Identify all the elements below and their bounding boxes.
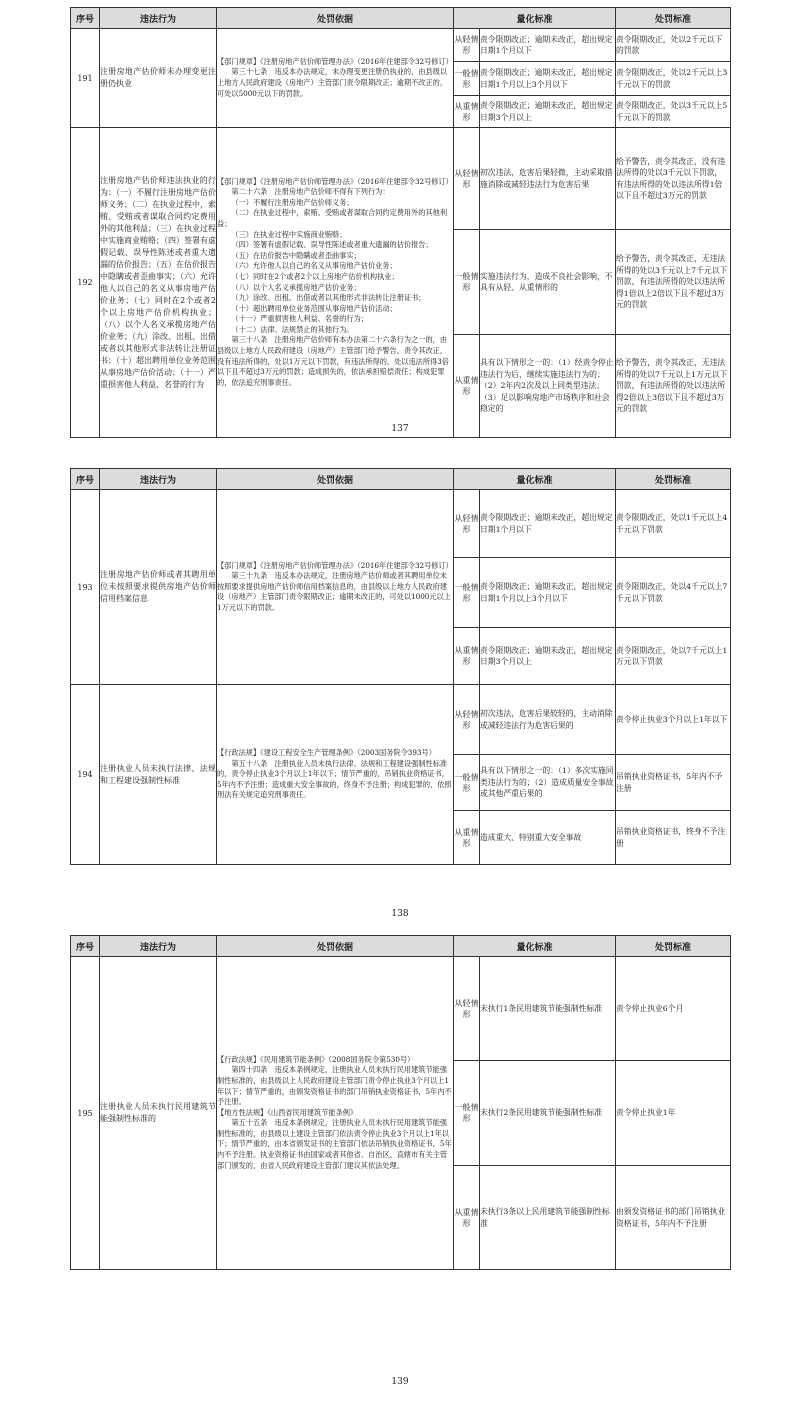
header-quant: 量化标准 <box>454 8 616 29</box>
table-row <box>71 128 731 230</box>
header-penalty: 处罚标准 <box>616 936 731 957</box>
level-label: 一般情形 <box>454 1061 480 1166</box>
level-label: 一般情形 <box>454 230 480 335</box>
penalty-basis <box>217 128 454 438</box>
penalty-standard: 给予警告，责令其改正，无违法所得的处以7千元以上1万元以下罚款，有违法所得的处以违法所得2倍以上3倍以下且不超过3万元的罚款 <box>616 335 731 438</box>
penalty-table <box>70 468 731 865</box>
header-no: 序号 <box>71 469 100 490</box>
penalty-table <box>70 935 731 1270</box>
level-label: 一般情形 <box>454 558 480 628</box>
violation-text: 注册房地产估价师或者其聘用单位未按照要求提供房地产估价师信用档案信息 <box>100 490 217 685</box>
header-penalty: 处罚标准 <box>616 469 731 490</box>
basis-para: 【行政法规】《建设工程安全生产管理条例》（2003国务院令393号） <box>217 748 436 758</box>
header-basis: 处罚依据 <box>217 936 454 957</box>
level-label: 从轻情形 <box>454 685 480 755</box>
header-quant: 量化标准 <box>454 469 616 490</box>
basis-para: （八）以个人名义承揽房地产估价业务； <box>231 282 361 292</box>
table-row <box>71 685 731 755</box>
table-header-row <box>71 936 731 957</box>
quant-standard: 责令限期改正；逾期未改正，超出规定日期1个月以上3个月以下 <box>480 62 616 96</box>
basis-para: 【地方性法规】《山西省民用建筑节能条例》 <box>217 1107 358 1117</box>
penalty-standard: 吊销执业资格证书，5年内不予注册 <box>616 755 731 811</box>
penalty-basis <box>217 685 454 865</box>
penalty-standard: 吊销执业资格证书，终身不予注册 <box>616 811 731 865</box>
violation-text: 注册执业人员未执行民用建筑节能强制性标准的 <box>100 957 217 1270</box>
penalty-standard: 责令停止执业6个月 <box>616 957 731 1061</box>
table-row <box>71 29 731 62</box>
penalty-standard: 由颁发资格证书的部门吊销执业资格证书，5年内不予注册 <box>616 1166 731 1270</box>
basis-para: （一）不履行注册房地产估价师义务； <box>231 197 354 207</box>
basis-para: 第三十八条 注册房地产估价师有本办法第二十六条行为之一的，由县级以上地方人民政府建设（房地产）主管部门给予警告，责令其改正，没有违法所得的，处以1万元以下罚款，有违法所得的，处以违法所得3倍以下且不超过3万元的罚款；造成损失的，依法承担赔偿责任；构成犯罪的，依法追究刑事责任。 <box>217 335 449 387</box>
header-act: 违法行为 <box>100 936 217 957</box>
header-no: 序号 <box>71 936 100 957</box>
table-header-row <box>71 469 731 490</box>
basis-para: （十二）法律、法规禁止的其他行为。 <box>231 324 354 334</box>
level-label: 一般情形 <box>454 62 480 96</box>
level-label: 从轻情形 <box>454 29 480 62</box>
quant-standard: 未执行3条以上民用建筑节能强制性标准 <box>480 1166 616 1270</box>
basis-para: 第四十四条 违反本条例规定，注册执业人员未执行民用建筑节能强制性标准的，由县级以上人民政府建设主管部门责令停止执业3个月以上1年以下；情节严重的，由颁发资格证书的部门吊销执业资格证书，5年内不予注册。 <box>217 1065 452 1107</box>
level-label: 一般情形 <box>454 755 480 811</box>
basis-para: 第三十九条 违反本办法规定，注册房地产估价师或者其聘用单位未按照要求提供房地产估价师信用档案信息的，由县级以上地方人民政府建设（房地产）主管部门责令限期改正；逾期未改正的，可处以1000元以上1万元以下的罚款。 <box>217 571 451 612</box>
table-header-row <box>71 8 731 29</box>
page-number: 138 <box>391 909 409 919</box>
basis-para: （四）签署有虚假记载、误导性陈述或者重大遗漏的估价报告； <box>231 240 433 250</box>
level-label: 从重情形 <box>454 811 480 865</box>
basis-para: （二）在执业过程中，索贿、受贿或者谋取合同约定费用外的其他利益； <box>217 208 448 228</box>
level-label: 从轻情形 <box>454 128 480 230</box>
level-label: 从重情形 <box>454 335 480 438</box>
basis-para: 第五十五条 违反本条例规定，注册执业人员未执行民用建筑节能强制性标准的，由县级以上建设主管部门依法责令停止执业3个月以上1年以下；情节严重的，由本省颁发证书的主管部门依法吊销执业资格证书，5年内不予注册。执业资格证书由国家或者其他省、自治区、直辖市有关主管部门颁发的，由省人民政府建设主管部门建议其依法处理。 <box>217 1118 452 1170</box>
penalty-standard: 给予警告，责令其改正，无违法所得的处以3千元以上7千元以下罚款，有违法所得的处以违法所得1倍以上2倍以下且不超过3万元的罚款 <box>616 230 731 335</box>
level-label: 从重情形 <box>454 1166 480 1270</box>
violation-text: 注册执业人员未执行法律、法规和工程建设强制性标准 <box>100 685 217 865</box>
entry-number: 195 <box>71 957 100 1270</box>
quant-standard: 造成重大、特别重大安全事故 <box>480 811 616 865</box>
basis-para: 第三十七条 违反本办法规定，未办理变更注册仍执业的，由县级以上地方人民政府建设（房地产）主管部门责令限期改正；逾期不改正的，可处以5000元以下的罚款。 <box>217 67 448 98</box>
penalty-standard: 责令限期改正，处以2千元以上3千元以下的罚款 <box>616 62 731 96</box>
basis-para: （六）允许他人以自己的名义从事房地产估价业务； <box>231 261 397 271</box>
header-act: 违法行为 <box>100 469 217 490</box>
page-number: 137 <box>391 424 409 434</box>
basis-para: 【部门规章】《注册房地产估价师管理办法》（2016年住建部令32号修订） <box>217 56 453 66</box>
quant-standard: 责令限期改正；逾期未改正，超出规定日期1个月以下 <box>480 490 616 558</box>
penalty-basis <box>217 490 454 685</box>
basis-para: （七）同时在2个或者2个以上房地产估价机构执业； <box>231 271 399 281</box>
penalty-standard: 责令停止执业1年 <box>616 1061 731 1166</box>
entry-number: 192 <box>71 128 100 438</box>
table-page-137 <box>70 7 730 438</box>
header-no: 序号 <box>71 8 100 29</box>
page-number: 139 <box>391 1377 409 1387</box>
quant-standard: 责令限期改正；逾期未改正，超出规定日期3个月以上 <box>480 628 616 685</box>
entry-number: 191 <box>71 29 100 128</box>
basis-para: 第五十八条 注册执业人员未执行法律、法规和工程建设强制性标准的，责令停止执业3个月以上1年以下；情节严重的，吊销执业资格证书，5年内不予注册；造成重大安全事故的，终身不予注册；构成犯罪的，依照刑法有关规定追究刑事责任。 <box>217 758 452 800</box>
level-label: 从重情形 <box>454 96 480 128</box>
quant-standard: 责令限期改正；逾期未改正，超出规定日期1个月以下 <box>480 29 616 62</box>
quant-standard: 初次违法，危害后果较轻的，主动消除或减轻违法行为危害后果的 <box>480 685 616 755</box>
header-act: 违法行为 <box>100 8 217 29</box>
penalty-standard: 责令限期改正，处以1千元以上4千元以下罚款 <box>616 490 731 558</box>
basis-para: （十）超出聘用单位业务范围从事房地产估价活动； <box>231 303 397 313</box>
penalty-standard: 责令限期改正，处以3千元以上5千元以下的罚款 <box>616 96 731 128</box>
level-label: 从轻情形 <box>454 957 480 1061</box>
header-basis: 处罚依据 <box>217 8 454 29</box>
penalty-standard: 责令限期改正，处以4千元以上7千元以下罚款 <box>616 558 731 628</box>
penalty-basis <box>217 29 454 128</box>
quant-standard: 未执行2条民用建筑节能强制性标准 <box>480 1061 616 1166</box>
basis-para: 【部门规章】《注册房地产估价师管理办法》（2016年住建部令32号修订） <box>217 176 453 186</box>
quant-standard: 初次违法，危害后果轻微，主动采取措施消除或减轻违法行为危害后果 <box>480 128 616 230</box>
quant-standard: 实施违法行为，造成不良社会影响，不具有从轻、从重情形的 <box>480 230 616 335</box>
penalty-standard: 给予警告，责令其改正，没有违法所得的处以3千元以下罚款，有违法所得的处以违法所得1倍以下且不超过3万元的罚款 <box>616 128 731 230</box>
basis-para: 【行政法规】《民用建筑节能条例》（2008国务院令第530号） <box>217 1054 415 1064</box>
quant-standard: 具有以下情形之一的：（1）多次实施同类违法行为的；（2）造成质量安全事故或其他严重后果的 <box>480 755 616 811</box>
table-page-138 <box>70 468 730 865</box>
level-label: 从轻情形 <box>454 490 480 558</box>
quant-standard: 责令限期改正；逾期未改正，超出规定日期1个月以上3个月以下 <box>480 558 616 628</box>
basis-para: （五）在估价报告中隐瞒或者歪曲事实； <box>231 250 361 260</box>
table-row <box>71 957 731 1061</box>
basis-para: （十一）严重损害他人利益、名誉的行为； <box>231 314 368 324</box>
basis-para: 【部门规章】《注册房地产估价师管理办法》（2016年住建部令32号修订） <box>217 560 453 570</box>
basis-para: （九）涂改、出租、出借或者以其他形式非法转让注册证书； <box>231 293 426 303</box>
header-quant: 量化标准 <box>454 936 616 957</box>
penalty-standard: 责令限期改正，处以2千元以下的罚款 <box>616 29 731 62</box>
entry-number: 194 <box>71 685 100 865</box>
level-label: 从重情形 <box>454 628 480 685</box>
penalty-table <box>70 7 731 438</box>
quant-standard: 具有以下情形之一的：（1）经责令停止违法行为后，继续实施违法行为的；（2）2年内2次及以上同类型违法；（3）足以影响房地产市场秩序和社会稳定的 <box>480 335 616 438</box>
penalty-standard: 责令停止执业3个月以上1年以下 <box>616 685 731 755</box>
table-page-139 <box>70 935 730 1270</box>
basis-para: （三）在执业过程中实施商业贿赂； <box>231 229 347 239</box>
entry-number: 193 <box>71 490 100 685</box>
header-penalty: 处罚标准 <box>616 8 731 29</box>
table-row <box>71 490 731 558</box>
penalty-basis <box>217 957 454 1270</box>
header-basis: 处罚依据 <box>217 469 454 490</box>
quant-standard: 未执行1条民用建筑节能强制性标准 <box>480 957 616 1061</box>
penalty-standard: 责令限期改正，处以7千元以上1万元以下罚款 <box>616 628 731 685</box>
basis-para: 第二十六条 注册房地产估价师不得有下列行为： <box>231 187 390 197</box>
violation-text: 注册房地产估价师未办理变更注册仍执业 <box>100 29 217 128</box>
quant-standard: 责令限期改正；逾期未改正，超出规定日期3个月以上 <box>480 96 616 128</box>
violation-text: 注册房地产估价师违法执业的行为：（一）不履行注册房地产估价师义务；（二）在执业过程中，索贿、受贿或者谋取合同约定费用外的其他利益；（三）在执业过程中实施商业贿赂；（四）签署有虚假记载、误导性陈述或者重大遗漏的估价报告；（五）在估价报告中隐瞒或者歪曲事实；（六）允许他人以自己的名义从事房地产估价业务；（七）同时在2个或者2个以上房地产估价机构执业；（八）以个人名义承揽房地产估价业务；（九）涂改、出租、出借或者以其他形式非法转让注册证书；（十）超出聘用单位业务范围从事房地产估价活动；（十一）严重损害他人利益、名誉的行为 <box>100 128 217 438</box>
